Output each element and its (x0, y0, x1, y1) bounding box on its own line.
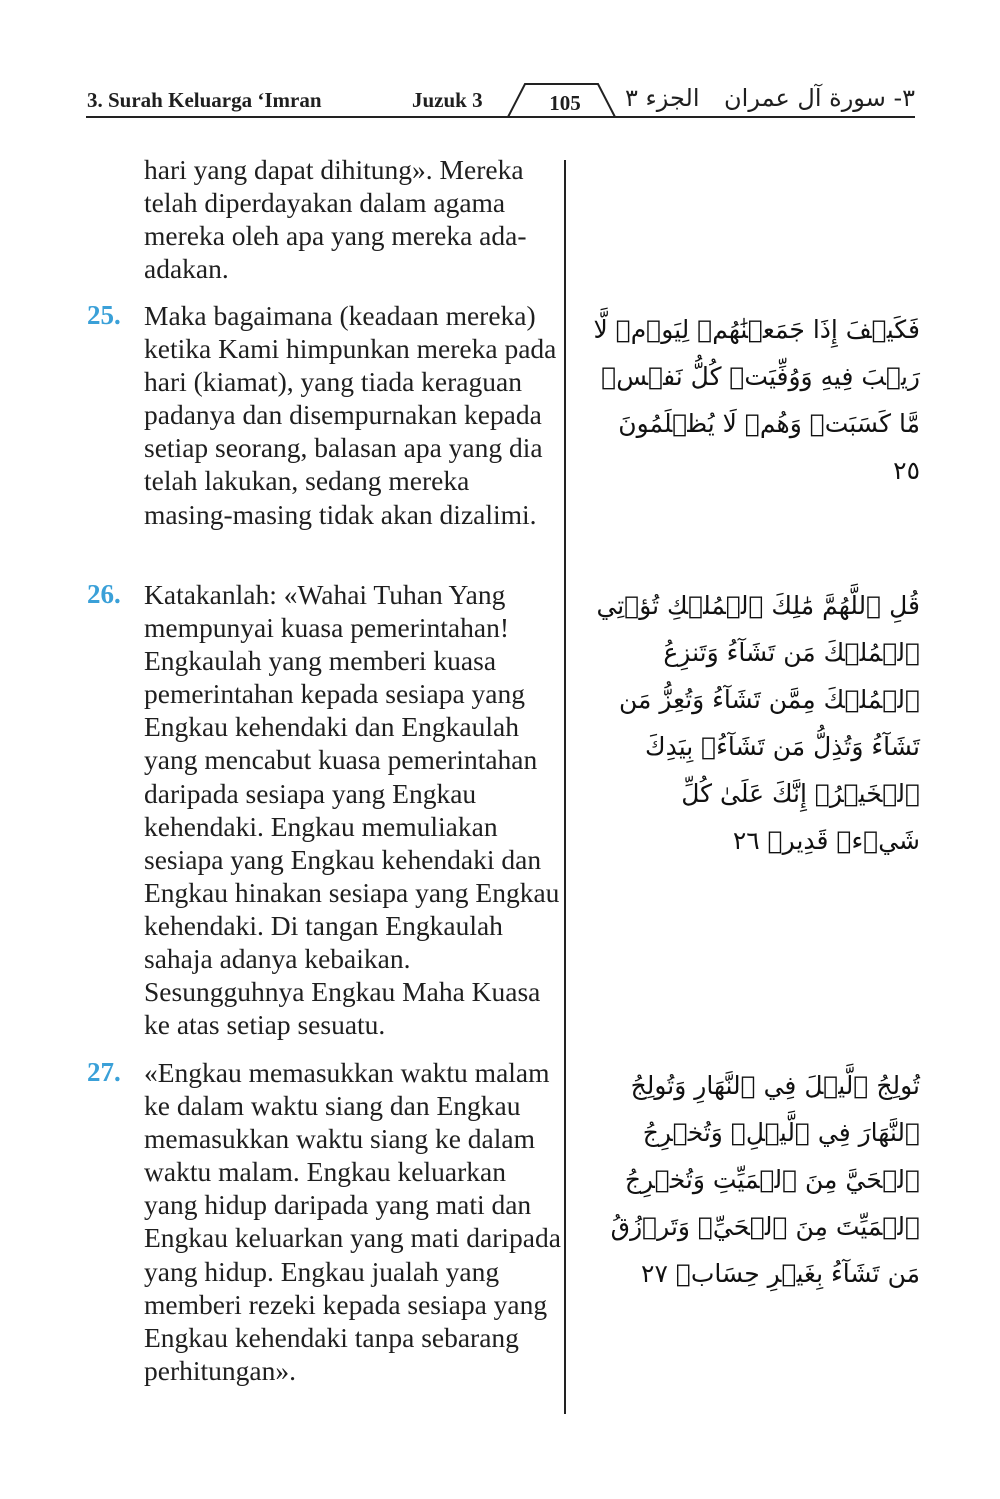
verse-translation: Maka bagaimana (keadaan mereka) ketika Kami himpunkan mereka pada hari (kiamat), yang tiada keraguan padanya dan disempurnakan kepada setiap seorang, balasan apa yang dia telah lakukan, sedang mereka masing-masing tidak akan dizalimi. (144, 300, 557, 530)
verse-arabic: قُلِ ٱللَّهُمَّ مَٰلِكَ ٱلۡمُلۡكِ تُؤۡتِي ٱلۡمُلۡكَ مَن تَشَآءُ وَتَنزِعُ ٱلۡمُلۡكَ مِمَّن تَشَآءُ وَتُعِزُّ مَن تَشَآءُ وَتُذِلُّ مَن تَشَآءُۖ بِيَدِكَ ٱلۡخَيۡرُۖ إِنَّكَ عَلَىٰ كُلِّ شَيۡءٖ قَدِيرٞ ٢٦ (596, 591, 920, 855)
verse-number: 27. (87, 1057, 121, 1087)
page-number: 105 (549, 91, 581, 115)
verse-arabic: تُولِجُ ٱلَّيۡلَ فِي ٱلنَّهَارِ وَتُولِجُ ٱلنَّهَارَ فِي ٱلَّيۡلِۖ وَتُخۡرِجُ ٱلۡحَيَّ مِنَ ٱلۡمَيِّتِ وَتُخۡرِجُ ٱلۡمَيِّتَ مِنَ ٱلۡحَيِّۖ وَتَرۡزُقُ مَن تَشَآءُ بِغَيۡرِ حِسَابٖ ٢٧ (610, 1071, 920, 1288)
verse-arabic: فَكَيۡفَ إِذَا جَمَعۡنَٰهُمۡ لِيَوۡمٖ لَّا رَيۡبَ فِيهِ وَوُفِّيَتۡ كُلُّ نَفۡسٖ مَّا كَسَبَتۡ وَهُمۡ لَا يُظۡلَمُونَ ٢٥ (593, 315, 920, 485)
juz-label-arabic: الجزء ٣ (625, 84, 700, 112)
verse-translation: Katakanlah: «Wahai Tuhan Yang mempunyai kuasa pemerintahan! Engkaulah yang memberi kuasa pemerintahan kepada sesiapa yang Engkau kehendaki dan Engkaulah yang mencabut kuasa pemerintahan daripada sesiapa yang Engkau kehendaki. Engkau memuliakan sesiapa yang Engkau kehendaki dan Engkau hinakan sesiapa yang Engkau kehendaki. Di tangan Engkaulah sahaja adanya kebaikan. Sesungguhnya Engkau Maha Kuasa ke atas setiap sesuatu. (144, 579, 560, 1041)
verse-number: 25. (87, 300, 121, 330)
continuation-text: hari yang dapat dihitung». Mereka telah diperdayakan dalam agama mereka oleh apa yang mereka ada-adakan. (144, 154, 527, 285)
verse-number: 26. (87, 579, 121, 609)
surah-title-latin: 3. Surah Keluarga ‘Imran (87, 88, 322, 112)
juzuk-label: Juzuk 3 (412, 88, 483, 112)
verse-translation: «Engkau memasukkan waktu malam ke dalam waktu siang dan Engkau memasukkan waktu siang ke dalam waktu malam. Engkau keluarkan yang hidup daripada yang mati dan Engkau keluarkan yang mati daripada yang hidup. Engkau jualah yang memberi rezeki kepada sesiapa yang Engkau kehendaki tanpa sebarang perhitungan». (144, 1057, 561, 1386)
column-divider (564, 160, 566, 1414)
surah-title-arabic: ٣- سورة آل عمران (724, 84, 915, 112)
